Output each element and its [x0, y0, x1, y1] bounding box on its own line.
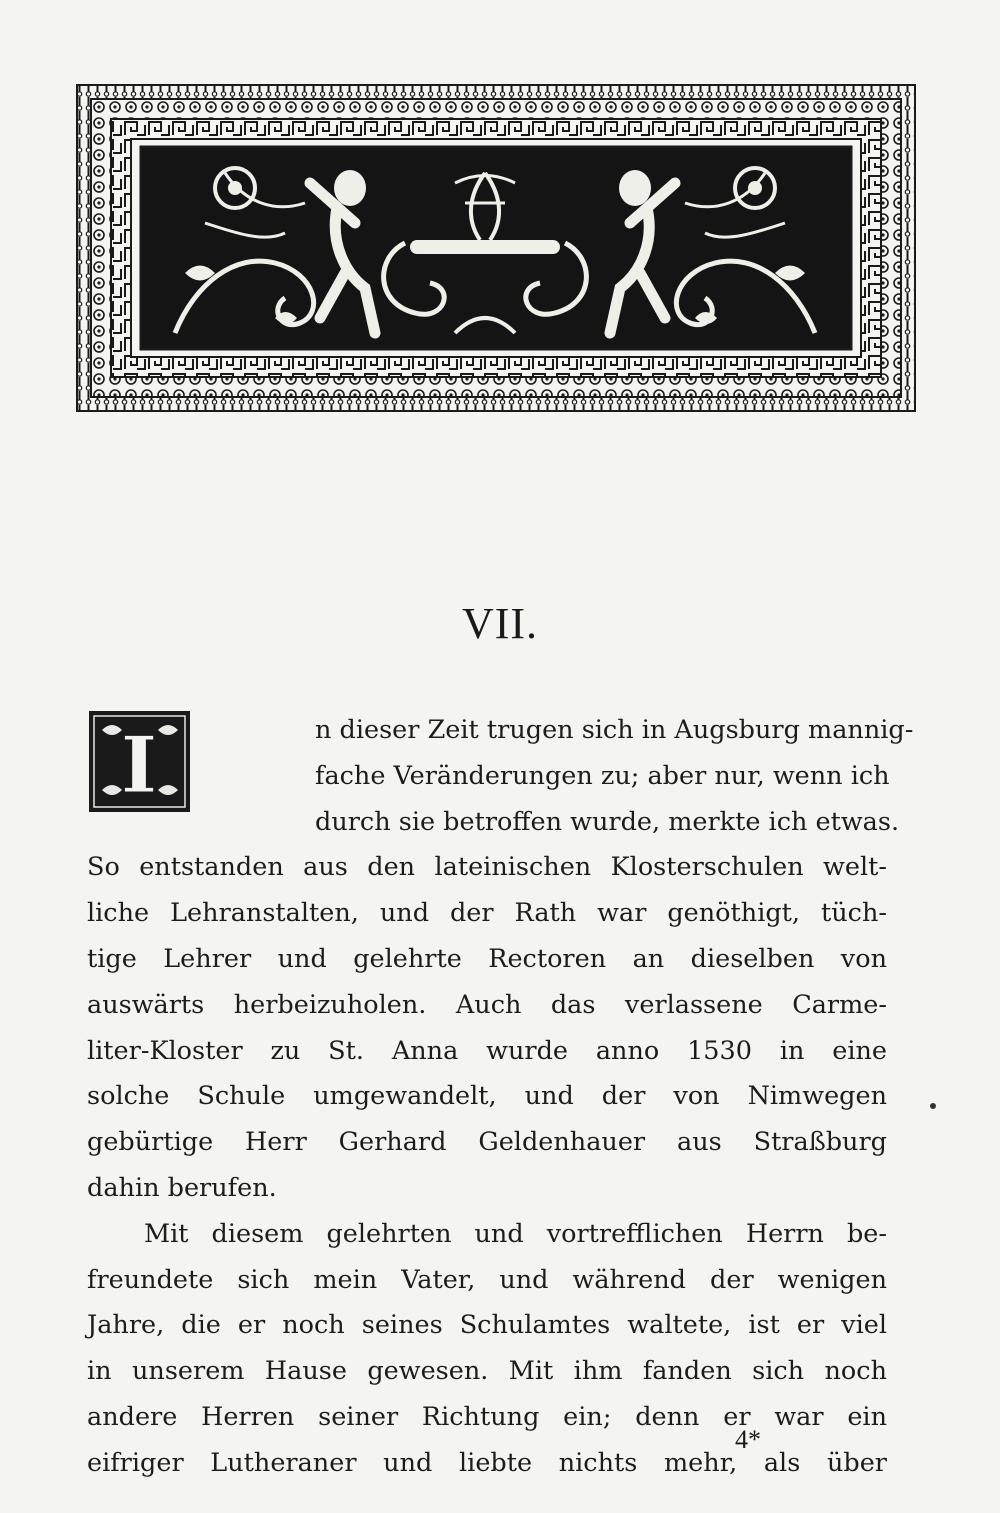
- text-line: fache Veränderungen zu; aber nur, wenn ich: [315, 760, 890, 791]
- text-line: Jahre, die er noch seines Schulamtes waltete, ist er viel: [87, 1310, 887, 1341]
- text-line: tige Lehrer und gelehrte Rectoren an dieselben von: [87, 943, 887, 974]
- page-number: 4*: [735, 1425, 761, 1454]
- text-line: auswärts herbeizuholen. Auch das verlassene Carme-: [87, 989, 887, 1020]
- text-line: in unserem Hause gewesen. Mit ihm fanden sich noch: [87, 1356, 887, 1387]
- text-line: liche Lehranstalten, und der Rath war genöthigt, tüch-: [87, 898, 887, 929]
- chapter-heading: VII.: [461, 599, 539, 648]
- text-line: gebürtige Herr Gerhard Geldenhauer aus Straßburg: [87, 1127, 887, 1158]
- text-line: eifriger Lutheraner und liebte nichts mehr, als über: [87, 1447, 887, 1478]
- margin-speck: [930, 1103, 936, 1109]
- text-line: durch sie betroffen wurde, merkte ich etwas.: [315, 806, 900, 837]
- text-line: Mit diesem gelehrten und vortrefflichen Herrn be-: [144, 1218, 887, 1249]
- text-line: freundete sich mein Vater, und während der wenigen: [87, 1264, 887, 1295]
- ornamental-headpiece: [75, 83, 917, 413]
- text-line: liter-Kloster zu St. Anna wurde anno 1530 in eine: [87, 1035, 887, 1066]
- text-line: solche Schule umgewandelt, und der von Nimwegen: [87, 1081, 887, 1112]
- text-line: dahin berufen.: [87, 1172, 277, 1203]
- text-line: n dieser Zeit trugen sich in Augsburg mannig-: [315, 715, 914, 745]
- text-line: So entstanden aus den lateinischen Klosterschulen welt-: [87, 852, 887, 883]
- dropcap-letter: I: [120, 720, 158, 811]
- text-line: andere Herren seiner Richtung ein; denn er war ein: [87, 1401, 887, 1432]
- body-text: [87, 708, 914, 1487]
